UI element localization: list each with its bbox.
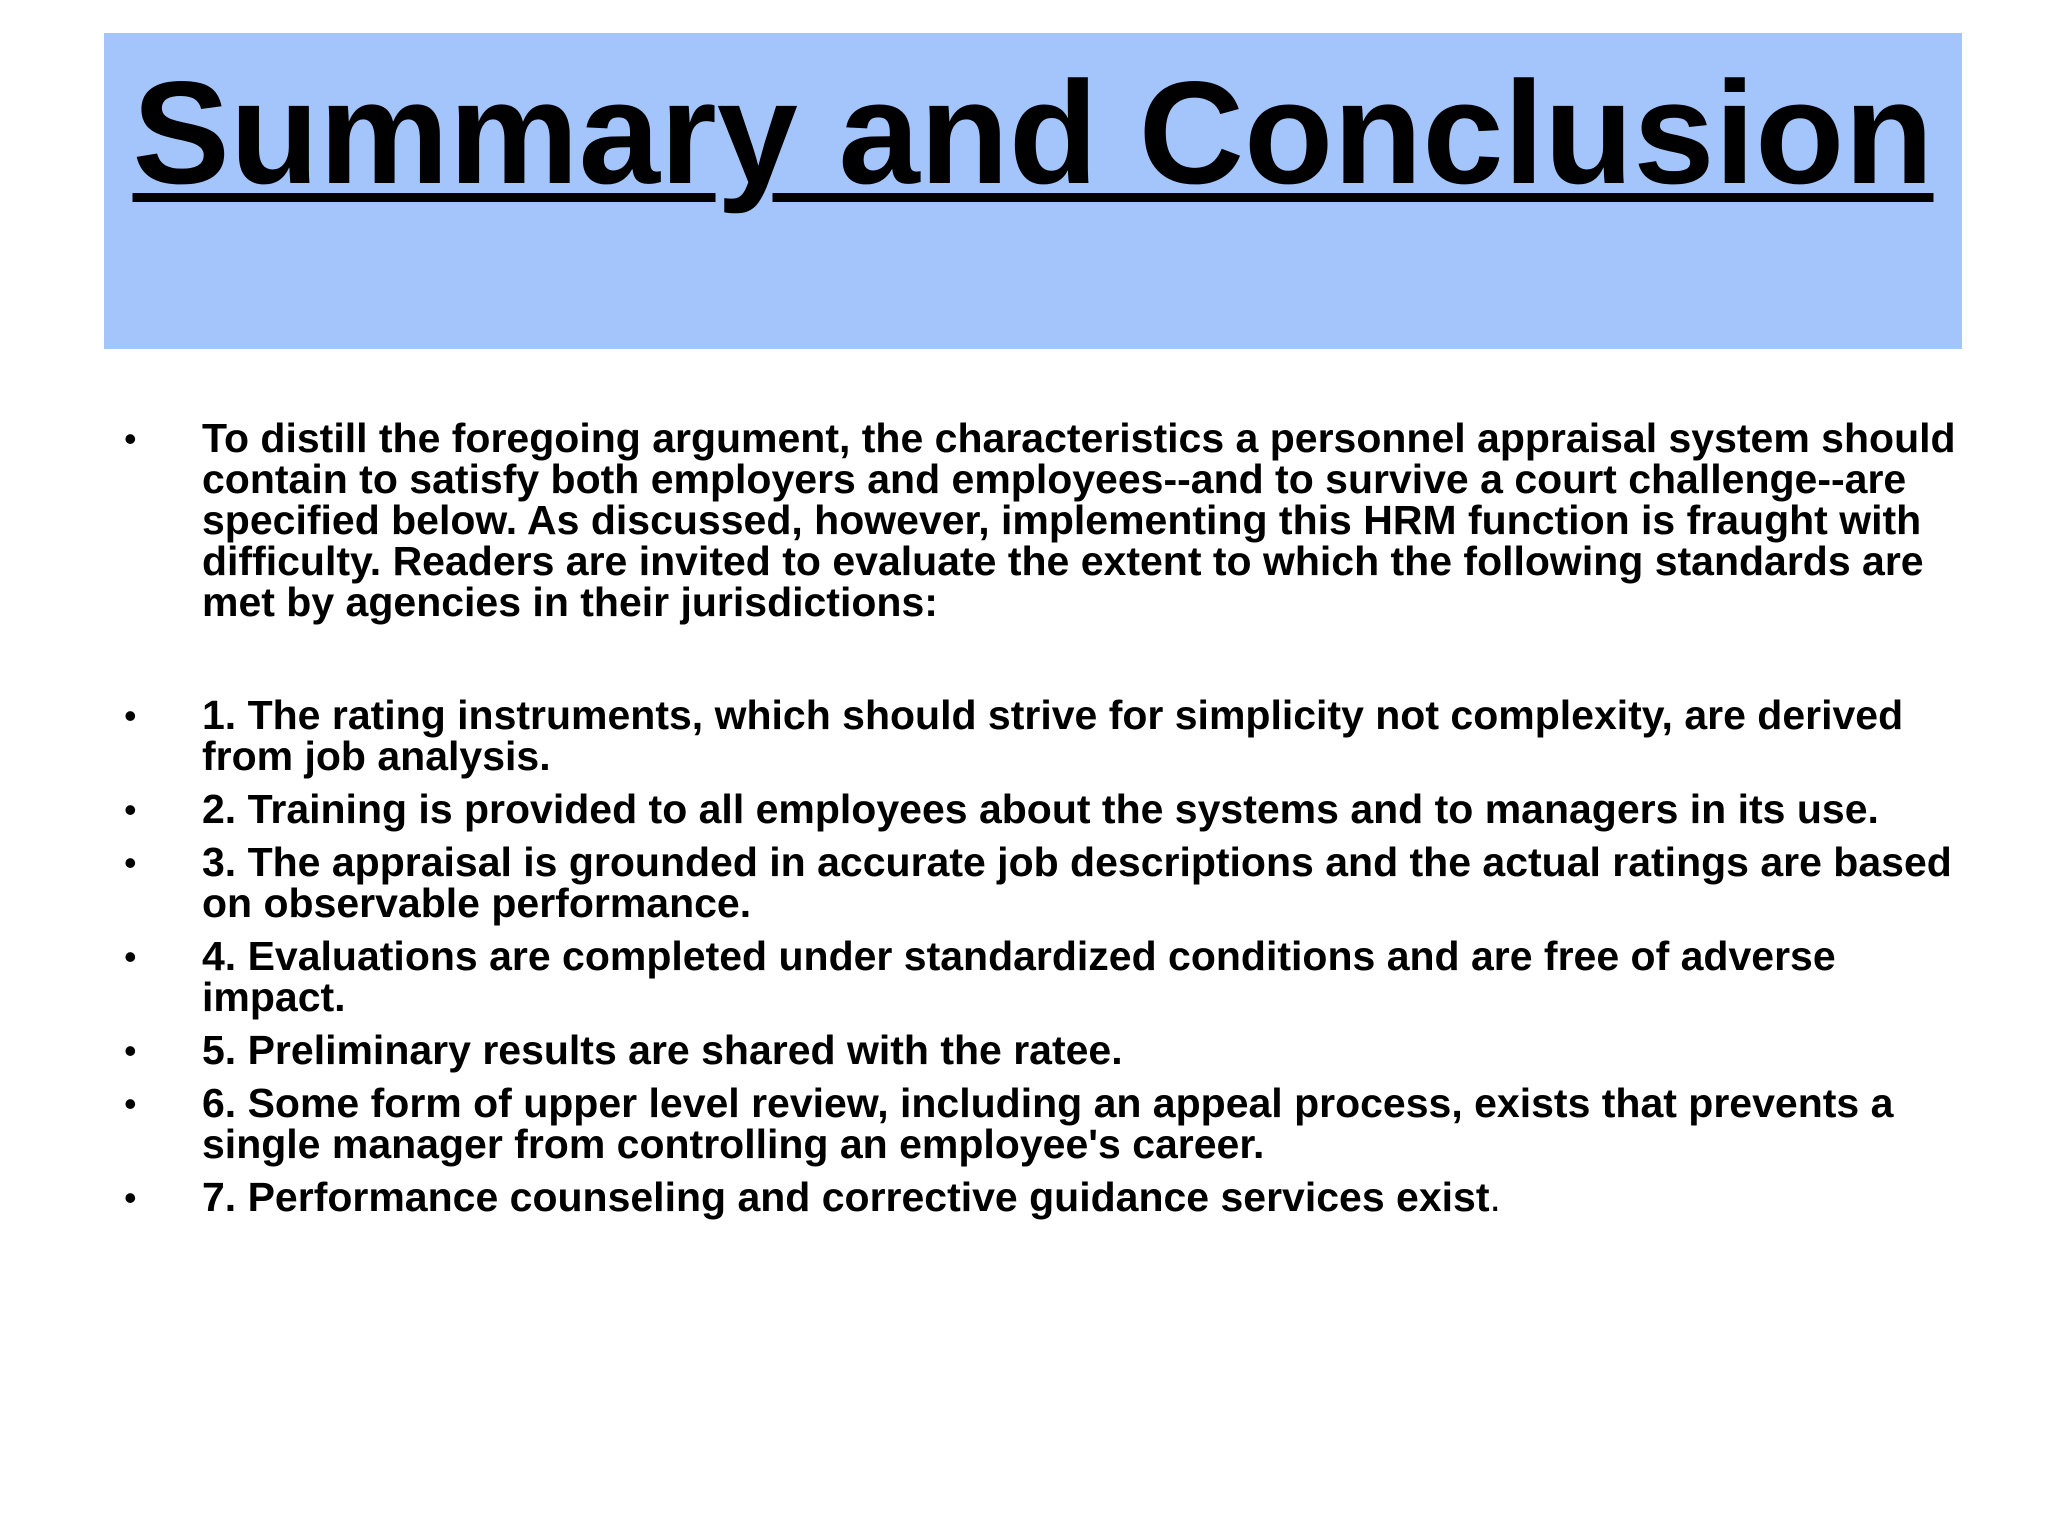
bullet-marker: •	[124, 936, 137, 977]
standard-item-4	[0, 933, 2048, 1020]
standard-item-3	[0, 839, 2048, 926]
standard-text: 5. Preliminary results are shared with the ratee.	[202, 1027, 1123, 1073]
bullet-list	[0, 415, 2048, 1230]
standard-text: 7. Performance counseling and corrective guidance services exist	[202, 1174, 1490, 1220]
standard-item-6	[0, 1080, 2048, 1167]
bullet-marker: •	[124, 695, 137, 736]
standard-item-2	[0, 786, 2048, 832]
bullet-marker: •	[124, 1177, 137, 1218]
intro-bullet	[0, 415, 2048, 625]
trailing-period: .	[1489, 1174, 1501, 1220]
standard-text: 4. Evaluations are completed under standardized conditions and are free of adverse impact.	[202, 933, 1836, 1020]
slide-title: Summary and Conclusion	[132, 51, 1934, 214]
standard-item-7	[0, 1174, 2048, 1220]
standard-item-1	[0, 692, 2048, 779]
standard-text: 6. Some form of upper level review, including an appeal process, exists that prevents a single manager from controlling an employee's career.	[202, 1080, 1894, 1167]
bullet-marker: •	[124, 842, 137, 883]
standard-item-5	[0, 1027, 2048, 1073]
bullet-marker: •	[124, 1083, 137, 1124]
intro-text: To distill the foregoing argument, the characteristics a personnel appraisal system should contain to satisfy both employers and employees--and to survive a court challenge--are specified below. As discussed, however, implementing this HRM function is fraught with difficulty. Readers are invited to evaluate the extent to which the following standards are met by agencies in their jurisdictions:	[202, 415, 1956, 625]
title-banner	[104, 33, 1962, 349]
bullet-marker: •	[124, 789, 137, 830]
standard-text: 3. The appraisal is grounded in accurate job descriptions and the actual ratings are based on observable performance.	[202, 839, 1952, 926]
standard-text: 1. The rating instruments, which should strive for simplicity not complexity, are derived from job analysis.	[202, 692, 1904, 779]
standard-text: 2. Training is provided to all employees about the systems and to managers in its use.	[202, 786, 1879, 832]
bullet-marker: •	[124, 418, 137, 459]
bullet-marker: •	[124, 1030, 137, 1071]
standard-text-wrapper	[202, 1174, 1978, 1220]
